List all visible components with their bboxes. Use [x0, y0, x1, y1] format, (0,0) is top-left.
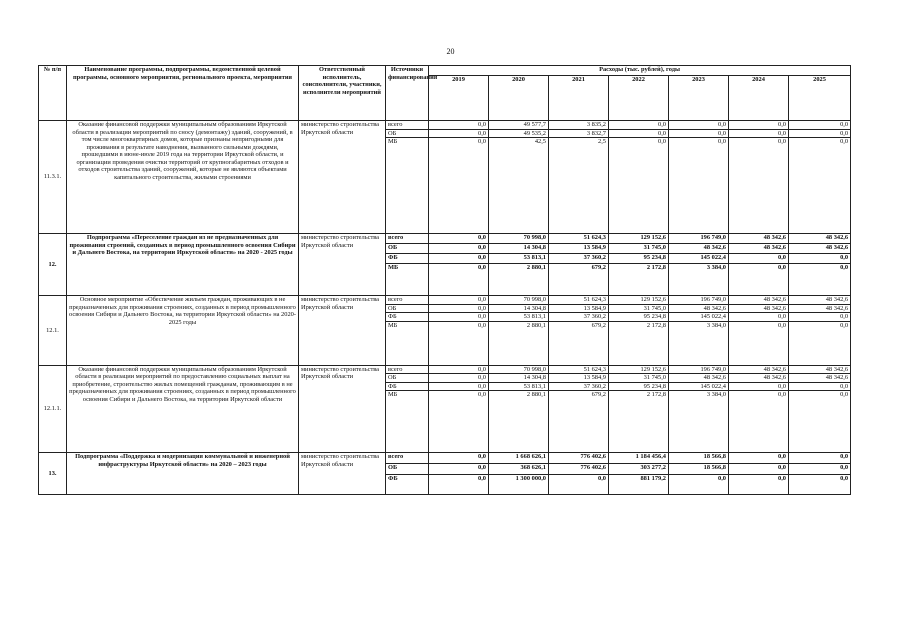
amount-cell: 0,0 — [729, 264, 789, 296]
amount-cell: 145 022,4 — [669, 313, 729, 322]
funding-source: ОБ — [386, 464, 429, 475]
row-code: 11.3.1. — [39, 121, 67, 234]
amount-cell: 679,2 — [549, 321, 609, 365]
header-year: 2021 — [549, 76, 609, 121]
amount-cell: 0,0 — [789, 254, 851, 264]
amount-cell: 18 566,8 — [669, 453, 729, 464]
amount-cell: 2 880,1 — [489, 321, 549, 365]
row-code: 12. — [39, 234, 67, 296]
header-responsible: Ответственный исполнитель, соисполнители, участники, исполнители мероприятий — [299, 66, 386, 121]
amount-cell: 0,0 — [789, 464, 851, 475]
amount-cell: 13 584,9 — [549, 304, 609, 313]
amount-cell: 42,5 — [489, 138, 549, 234]
amount-cell: 0,0 — [669, 138, 729, 234]
amount-cell: 3 835,2 — [549, 121, 609, 130]
amount-cell: 95 234,8 — [609, 313, 669, 322]
header-name: Наименование программы, подпрограммы, ведомственной целевой программы, основного мероприятия, регионального проекта, мероприятия — [67, 66, 299, 121]
amount-cell: 0,0 — [789, 313, 851, 322]
amount-cell: 49 535,2 — [489, 129, 549, 138]
funding-source: МБ — [386, 138, 429, 234]
funding-source: всего — [386, 234, 429, 244]
row-name: Подпрограмма «Переселение граждан из не предназначенных для проживания строений, созданных в период промышленного освоения Сибири и Дальнего Востока, на территории Иркутской области» на 2020 - 2025 годы — [67, 234, 299, 296]
amount-cell: 70 998,0 — [489, 296, 549, 305]
amount-cell: 2 172,8 — [609, 391, 669, 453]
amount-cell: 31 745,0 — [609, 374, 669, 383]
amount-cell: 48 342,6 — [669, 374, 729, 383]
header-year: 2020 — [489, 76, 549, 121]
amount-cell: 14 304,8 — [489, 244, 549, 254]
amount-cell: 2 172,8 — [609, 321, 669, 365]
amount-cell: 2,5 — [549, 138, 609, 234]
amount-cell: 0,0 — [669, 121, 729, 130]
amount-cell: 129 152,6 — [609, 296, 669, 305]
amount-cell: 48 342,6 — [789, 296, 851, 305]
amount-cell: 776 402,6 — [549, 464, 609, 475]
funding-source: всего — [386, 296, 429, 305]
header-sources: Источники финансирования — [386, 66, 429, 121]
amount-cell: 48 342,6 — [729, 296, 789, 305]
amount-cell: 18 566,8 — [669, 464, 729, 475]
amount-cell: 0,0 — [429, 464, 489, 475]
funding-source: ОБ — [386, 129, 429, 138]
amount-cell: 0,0 — [789, 321, 851, 365]
amount-cell: 0,0 — [729, 475, 789, 495]
amount-cell: 49 577,7 — [489, 121, 549, 130]
funding-source: ФБ — [386, 382, 429, 391]
funding-source: МБ — [386, 321, 429, 365]
row-code: 12.1.1. — [39, 365, 67, 453]
funding-source: ФБ — [386, 254, 429, 264]
header-year: 2022 — [609, 76, 669, 121]
funding-source: МБ — [386, 264, 429, 296]
amount-cell: 0,0 — [429, 234, 489, 244]
header-year: 2023 — [669, 76, 729, 121]
amount-cell: 48 342,6 — [729, 365, 789, 374]
amount-cell: 196 749,0 — [669, 296, 729, 305]
amount-cell: 51 624,3 — [549, 234, 609, 244]
amount-cell: 0,0 — [669, 129, 729, 138]
table-row — [39, 453, 851, 464]
funding-source: ФБ — [386, 475, 429, 495]
amount-cell: 3 384,0 — [669, 321, 729, 365]
amount-cell: 679,2 — [549, 264, 609, 296]
amount-cell: 0,0 — [729, 391, 789, 453]
funding-source: ОБ — [386, 374, 429, 383]
row-name: Подпрограмма «Поддержка и модернизация коммунальной и инженерной инфраструктуры Иркутской области» на 2020 – 2023 годы — [67, 453, 299, 495]
amount-cell: 881 179,2 — [609, 475, 669, 495]
amount-cell: 48 342,6 — [669, 304, 729, 313]
amount-cell: 0,0 — [789, 382, 851, 391]
funding-source: ФБ — [386, 313, 429, 322]
amount-cell: 48 342,6 — [669, 244, 729, 254]
table-row — [39, 296, 851, 305]
amount-cell: 0,0 — [729, 453, 789, 464]
amount-cell: 37 360,2 — [549, 254, 609, 264]
amount-cell: 14 304,8 — [489, 374, 549, 383]
budget-table — [38, 65, 851, 495]
amount-cell: 31 745,0 — [609, 244, 669, 254]
amount-cell: 0,0 — [729, 138, 789, 234]
amount-cell: 48 342,6 — [789, 244, 851, 254]
amount-cell: 0,0 — [429, 374, 489, 383]
amount-cell: 0,0 — [429, 313, 489, 322]
amount-cell: 0,0 — [429, 475, 489, 495]
amount-cell: 776 402,6 — [549, 453, 609, 464]
amount-cell: 0,0 — [609, 129, 669, 138]
amount-cell: 95 234,8 — [609, 382, 669, 391]
amount-cell: 145 022,4 — [669, 382, 729, 391]
amount-cell: 145 022,4 — [669, 254, 729, 264]
row-code: 13. — [39, 453, 67, 495]
header-year: 2025 — [789, 76, 851, 121]
funding-source: ОБ — [386, 304, 429, 313]
amount-cell: 48 342,6 — [729, 374, 789, 383]
header-year: 2019 — [429, 76, 489, 121]
amount-cell: 53 813,1 — [489, 382, 549, 391]
table-body — [39, 121, 851, 495]
amount-cell: 3 384,0 — [669, 264, 729, 296]
amount-cell: 303 277,2 — [609, 464, 669, 475]
amount-cell: 13 584,9 — [549, 374, 609, 383]
amount-cell: 0,0 — [429, 391, 489, 453]
amount-cell: 2 880,1 — [489, 264, 549, 296]
amount-cell: 0,0 — [729, 464, 789, 475]
amount-cell: 0,0 — [429, 321, 489, 365]
row-name: Оказание финансовой поддержки муниципальным образованиям Иркутской области в реализации мероприятий по предоставлению социальных выплат на приобретение, строительство жилых помещений гражданам, проживающим в не предназначенных для проживания строениях, созданных в период промышленного освоения Сибири и Дальнего Востока, на территории Иркутской области — [67, 365, 299, 453]
amount-cell: 196 749,0 — [669, 365, 729, 374]
amount-cell: 14 304,8 — [489, 304, 549, 313]
header-year: 2024 — [729, 76, 789, 121]
amount-cell: 0,0 — [429, 254, 489, 264]
amount-cell: 48 342,6 — [729, 244, 789, 254]
amount-cell: 51 624,3 — [549, 296, 609, 305]
header-num: № п/п — [39, 66, 67, 121]
amount-cell: 48 342,6 — [789, 304, 851, 313]
amount-cell: 37 360,2 — [549, 382, 609, 391]
row-responsible: министерство строительства Иркутской области — [299, 453, 386, 495]
amount-cell: 70 998,0 — [489, 234, 549, 244]
header-expenses: Расходы (тыс. рублей), годы — [429, 66, 851, 76]
funding-source: МБ — [386, 391, 429, 453]
amount-cell: 0,0 — [789, 475, 851, 495]
table-row — [39, 234, 851, 244]
amount-cell: 129 152,6 — [609, 234, 669, 244]
amount-cell: 2 880,1 — [489, 391, 549, 453]
amount-cell: 0,0 — [429, 304, 489, 313]
amount-cell: 48 342,6 — [789, 234, 851, 244]
row-name: Основное мероприятие «Обеспечение жильем граждан, проживающих в не предназначенных для проживания строениях, созданных в период промышленного освоения Сибири и Дальнего Востока, на территории Иркутской области» на 2020-2025 годы — [67, 296, 299, 366]
amount-cell: 0,0 — [429, 138, 489, 234]
amount-cell: 48 342,6 — [789, 365, 851, 374]
funding-source: всего — [386, 121, 429, 130]
row-name: Оказание финансовой поддержки муниципальным образованиям Иркутской области в реализации мероприятий по сносу (демонтажу) зданий, сооружений, в том числе многоквартирных домов, которые признаны непригодными для проживания в результате наводнения, вызванного сильными дождями, прошедшими в июне-июле 2019 года на территории Иркутской области, и организации проведения очистки территорий от крупногабаритных отходов и отходов строительства зданий, сооружений, которые не являются объектами капитального строительства, жилыми строениями — [67, 121, 299, 234]
amount-cell: 1 668 626,1 — [489, 453, 549, 464]
amount-cell: 48 342,6 — [729, 234, 789, 244]
amount-cell: 0,0 — [429, 129, 489, 138]
amount-cell: 129 152,6 — [609, 365, 669, 374]
amount-cell: 0,0 — [789, 121, 851, 130]
funding-source: всего — [386, 453, 429, 464]
amount-cell: 3 832,7 — [549, 129, 609, 138]
amount-cell: 0,0 — [729, 321, 789, 365]
amount-cell: 1 184 456,4 — [609, 453, 669, 464]
amount-cell: 53 813,1 — [489, 313, 549, 322]
amount-cell: 3 384,0 — [669, 391, 729, 453]
amount-cell: 0,0 — [429, 365, 489, 374]
amount-cell: 0,0 — [789, 453, 851, 464]
row-responsible: министерство строительства Иркутской области — [299, 365, 386, 453]
funding-source: всего — [386, 365, 429, 374]
amount-cell: 95 234,8 — [609, 254, 669, 264]
page-number: 20 — [446, 47, 455, 56]
amount-cell: 0,0 — [729, 254, 789, 264]
funding-source: ОБ — [386, 244, 429, 254]
amount-cell: 0,0 — [429, 264, 489, 296]
table-row — [39, 365, 851, 374]
amount-cell: 0,0 — [549, 475, 609, 495]
amount-cell: 368 626,1 — [489, 464, 549, 475]
header-row-top — [39, 66, 851, 76]
row-responsible: министерство строительства Иркутской области — [299, 234, 386, 296]
amount-cell: 0,0 — [429, 382, 489, 391]
amount-cell: 53 813,1 — [489, 254, 549, 264]
amount-cell: 0,0 — [609, 138, 669, 234]
amount-cell: 37 360,2 — [549, 313, 609, 322]
amount-cell: 0,0 — [429, 453, 489, 464]
amount-cell: 0,0 — [729, 313, 789, 322]
amount-cell: 679,2 — [549, 391, 609, 453]
amount-cell: 0,0 — [789, 264, 851, 296]
amount-cell: 0,0 — [609, 121, 669, 130]
amount-cell: 51 624,3 — [549, 365, 609, 374]
amount-cell: 0,0 — [729, 382, 789, 391]
row-responsible: министерство строительства Иркутской области — [299, 296, 386, 366]
amount-cell: 48 342,6 — [789, 374, 851, 383]
amount-cell: 0,0 — [789, 129, 851, 138]
table-row — [39, 121, 851, 130]
amount-cell: 48 342,6 — [729, 304, 789, 313]
row-code: 12.1. — [39, 296, 67, 366]
amount-cell: 0,0 — [729, 129, 789, 138]
amount-cell: 0,0 — [429, 121, 489, 130]
amount-cell: 0,0 — [729, 121, 789, 130]
amount-cell: 1 300 000,0 — [489, 475, 549, 495]
amount-cell: 0,0 — [429, 296, 489, 305]
amount-cell: 31 745,0 — [609, 304, 669, 313]
amount-cell: 196 749,0 — [669, 234, 729, 244]
amount-cell: 0,0 — [669, 475, 729, 495]
row-responsible: министерство строительства Иркутской области — [299, 121, 386, 234]
amount-cell: 2 172,8 — [609, 264, 669, 296]
amount-cell: 0,0 — [789, 138, 851, 234]
amount-cell: 70 998,0 — [489, 365, 549, 374]
amount-cell: 0,0 — [429, 244, 489, 254]
amount-cell: 13 584,9 — [549, 244, 609, 254]
amount-cell: 0,0 — [789, 391, 851, 453]
